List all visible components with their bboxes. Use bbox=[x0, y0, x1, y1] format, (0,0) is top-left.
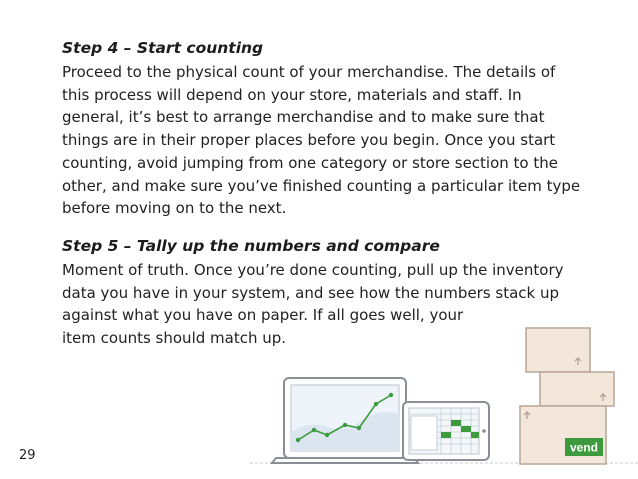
step-4-line: Proceed to the physical count of your merchandise. The details of bbox=[62, 63, 556, 81]
step-4-line: counting, avoid jumping from one category or store section to the bbox=[62, 153, 558, 172]
boxes-icon bbox=[520, 328, 614, 464]
laptop-icon bbox=[272, 378, 418, 463]
tablet-button bbox=[482, 429, 486, 433]
step-5-line: item counts should match up. bbox=[62, 329, 287, 348]
box-top bbox=[526, 328, 590, 372]
step-4-line: general, it’s best to arrange merchandise and to make sure that bbox=[62, 108, 545, 127]
vend-logo-text: vend bbox=[569, 440, 599, 455]
step-5-line: Moment of truth. Once you’re done counting, pull up the inventory bbox=[62, 260, 564, 279]
step-4-line: other, and make sure you’ve finished counting a particular item type bbox=[62, 176, 581, 195]
step-4-line: this process will depend on your store, materials and staff. In bbox=[62, 85, 522, 104]
step-5-heading: Step 5 – Tally up the numbers and compare bbox=[62, 236, 440, 255]
step-4-heading: Step 4 – Start counting bbox=[62, 39, 264, 57]
step-5-line: data you have in your system, and see how the numbers stack up bbox=[62, 283, 560, 302]
section-spacer bbox=[62, 220, 602, 236]
step-4-body bbox=[62, 61, 602, 220]
step-4-section bbox=[62, 38, 602, 220]
tablet-icon bbox=[403, 402, 489, 460]
laptop-base bbox=[272, 458, 418, 463]
tablet-panel bbox=[411, 416, 437, 450]
page-number: 29 bbox=[19, 448, 36, 463]
inventory-illustration bbox=[250, 292, 638, 479]
step-4-line: before moving on to the next. bbox=[62, 199, 287, 218]
step-5-line: against what you have on paper. If all goes well, your bbox=[62, 306, 464, 325]
step-4-line: things are in their proper places before you begin. Once you start bbox=[62, 131, 556, 150]
